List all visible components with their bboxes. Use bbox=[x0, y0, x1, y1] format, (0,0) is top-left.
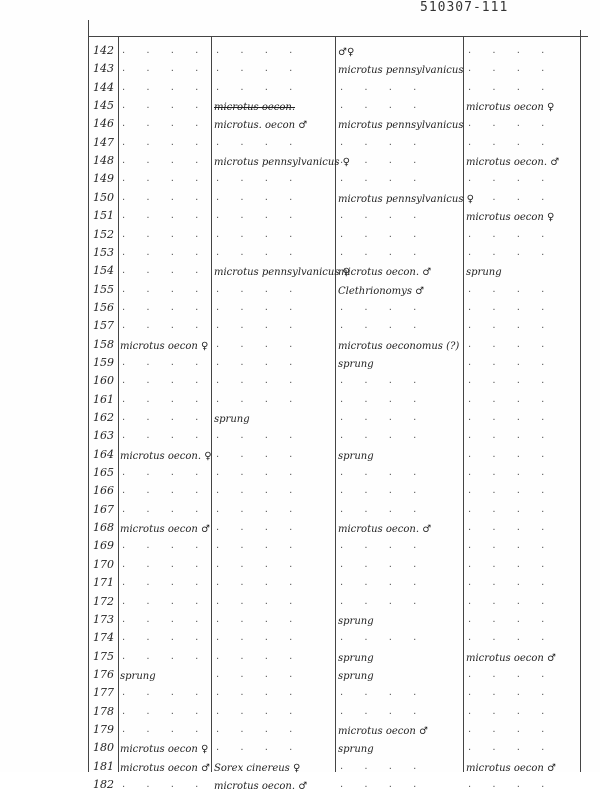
entry-cell-col1: microtus oecon ♀ bbox=[120, 744, 209, 756]
dot-leader: · · · · bbox=[122, 396, 208, 408]
dot-leader: · · · · bbox=[122, 249, 208, 261]
entry-cell-col2: microtus pennsylvanicus ♀ bbox=[214, 157, 350, 169]
dot-leader: · · · · bbox=[216, 525, 302, 537]
dot-leader: · · · · bbox=[340, 213, 426, 225]
dot-leader: · · · · bbox=[468, 304, 554, 316]
dot-leader: · · · · bbox=[122, 653, 208, 665]
row-number: 153 bbox=[93, 245, 114, 259]
row-number: 179 bbox=[93, 722, 114, 736]
row-number: 142 bbox=[93, 44, 114, 57]
dot-leader: · · · · bbox=[468, 433, 554, 445]
entry-cell-col3: sprung bbox=[338, 615, 374, 627]
entry-cell-col1: microtus oecon. ♀ bbox=[120, 450, 212, 462]
dot-leader: · · · · bbox=[216, 213, 302, 225]
row-number: 166 bbox=[93, 484, 114, 498]
dot-leader: · · · · bbox=[468, 635, 554, 647]
dot-leader: · · · · bbox=[122, 598, 208, 610]
dot-leader: · · · · bbox=[468, 378, 554, 390]
dot-leader: · · · · bbox=[468, 488, 554, 500]
dot-leader: · · · · bbox=[468, 194, 554, 206]
row-number: 169 bbox=[93, 539, 114, 553]
row-number: 146 bbox=[93, 117, 114, 131]
entry-cell-col3: microtus pennsylvanicus ♀ bbox=[338, 193, 474, 205]
document-number: 510307-111 bbox=[420, 0, 509, 15]
table-row bbox=[88, 778, 580, 799]
dot-leader: · · · · bbox=[468, 396, 554, 408]
entry-cell-col3: microtus oecon. ♂ bbox=[338, 524, 432, 536]
dot-leader: · · · · bbox=[216, 176, 302, 188]
row-number: 167 bbox=[93, 502, 114, 516]
dot-leader: · · · · bbox=[216, 708, 302, 720]
dot-leader: · · · · bbox=[340, 433, 426, 445]
dot-leader: · · · · bbox=[216, 194, 302, 206]
dot-leader: · · · · bbox=[340, 470, 426, 482]
dot-leader: · · · · bbox=[468, 415, 554, 426]
dot-leader: · · · · bbox=[216, 433, 302, 445]
row-number: 182 bbox=[93, 778, 114, 791]
dot-leader: · · · · bbox=[468, 708, 554, 720]
row-number: 168 bbox=[93, 521, 114, 535]
dot-leader: · · · · bbox=[122, 635, 208, 647]
entry-cell-col4: microtus oecon ♂ bbox=[466, 762, 556, 774]
dot-leader: · · · · bbox=[122, 782, 208, 793]
row-number: 159 bbox=[93, 355, 114, 369]
row-number: 164 bbox=[93, 447, 114, 461]
dot-leader: · · · · bbox=[122, 690, 208, 702]
dot-leader: · · · · bbox=[216, 561, 302, 573]
dot-leader: · · · · bbox=[340, 690, 426, 702]
dot-leader: · · · · bbox=[122, 304, 208, 316]
entry-cell-col3: sprung bbox=[338, 744, 374, 756]
top-rule bbox=[88, 36, 588, 37]
row-number: 160 bbox=[93, 374, 114, 388]
dot-leader: · · · · bbox=[340, 249, 426, 261]
dot-leader: · · · · bbox=[216, 726, 302, 738]
dot-leader: · · · · bbox=[216, 635, 302, 647]
row-number: 158 bbox=[93, 337, 114, 351]
dot-leader: · · · · bbox=[468, 176, 554, 188]
entry-cell-col2: microtus pennsylvanicus ♀ bbox=[214, 267, 350, 279]
dot-leader: · · · · bbox=[340, 415, 426, 426]
dot-leader: · · · · bbox=[216, 231, 302, 243]
entry-cell-col2: microtus oecon. bbox=[214, 102, 296, 114]
dot-leader: · · · · bbox=[216, 671, 302, 683]
dot-leader: · · · · bbox=[340, 103, 426, 115]
dot-leader: · · · · bbox=[468, 671, 554, 683]
dot-leader: · · · · bbox=[340, 231, 426, 243]
entry-cell-col3: sprung bbox=[338, 450, 374, 462]
entry-cell-col3: microtus oecon ♂ bbox=[338, 725, 428, 737]
entry-cell-col4: microtus oecon. ♂ bbox=[466, 157, 560, 169]
dot-leader: · · · · bbox=[122, 488, 208, 500]
row-number: 163 bbox=[93, 429, 114, 443]
dot-leader: · · · · bbox=[122, 561, 208, 573]
entry-cell-col3: microtus oecon. ♂ bbox=[338, 267, 432, 279]
entry-cell-col2: microtus oecon. ♂ bbox=[214, 781, 308, 792]
dot-leader: · · · · bbox=[216, 249, 302, 261]
dot-leader: · · · · bbox=[468, 341, 554, 353]
dot-leader: · · · · bbox=[122, 139, 208, 151]
dot-leader: · · · · bbox=[340, 708, 426, 720]
dot-leader: · · · · bbox=[468, 286, 554, 298]
dot-leader: · · · · bbox=[340, 598, 426, 610]
dot-leader: · · · · bbox=[122, 433, 208, 445]
entry-cell-col4: microtus oecon ♀ bbox=[466, 102, 555, 114]
dot-leader: · · · · bbox=[216, 396, 302, 408]
row-number: 162 bbox=[93, 411, 114, 424]
dot-leader: · · · · bbox=[122, 194, 208, 206]
dot-leader: · · · · bbox=[468, 580, 554, 592]
dot-leader: · · · · bbox=[122, 470, 208, 482]
dot-leader: · · · · bbox=[216, 359, 302, 371]
dot-leader: · · · · bbox=[468, 561, 554, 573]
dot-leader: · · · · bbox=[468, 525, 554, 537]
dot-leader: · · · · bbox=[340, 763, 426, 775]
dot-leader: · · · · bbox=[468, 782, 554, 793]
row-number: 174 bbox=[93, 631, 114, 645]
dot-leader: · · · · bbox=[340, 506, 426, 518]
row-number: 149 bbox=[93, 172, 114, 186]
dot-leader: · · · · bbox=[122, 121, 208, 133]
dot-leader: · · · · bbox=[468, 359, 554, 371]
dot-leader: · · · · bbox=[468, 323, 554, 335]
row-number: 178 bbox=[93, 704, 114, 718]
dot-leader: · · · · bbox=[468, 84, 554, 96]
dot-leader: · · · · bbox=[216, 139, 302, 151]
dot-leader: · · · · bbox=[122, 84, 208, 96]
entry-cell-col2: sprung bbox=[214, 414, 250, 425]
dot-leader: · · · · bbox=[216, 598, 302, 610]
entry-cell-col1: microtus oecon ♀ bbox=[120, 340, 209, 352]
dot-leader: · · · · bbox=[340, 158, 426, 170]
dot-leader: · · · · bbox=[216, 341, 302, 353]
dot-leader: · · · · bbox=[216, 378, 302, 390]
dot-leader: · · · · bbox=[216, 506, 302, 518]
row-number: 151 bbox=[93, 209, 114, 223]
row-number: 175 bbox=[93, 649, 114, 663]
dot-leader: · · · · bbox=[122, 158, 208, 170]
dot-leader: · · · · bbox=[122, 359, 208, 371]
dot-leader: · · · · bbox=[340, 543, 426, 555]
row-number: 177 bbox=[93, 686, 114, 700]
dot-leader: · · · · bbox=[468, 616, 554, 628]
dot-leader: · · · · bbox=[468, 249, 554, 261]
dot-leader: · · · · bbox=[122, 726, 208, 738]
entry-cell-col3: microtus pennsylvanicus bbox=[338, 65, 464, 77]
entry-cell-col3: sprung bbox=[338, 358, 374, 370]
row-number: 145 bbox=[93, 99, 114, 113]
entry-cell-col3: microtus pennsylvanicus bbox=[338, 120, 464, 132]
row-number: 155 bbox=[93, 282, 114, 296]
dot-leader: · · · · bbox=[216, 653, 302, 665]
row-number: 171 bbox=[93, 576, 114, 590]
entry-cell-col3: sprung bbox=[338, 652, 374, 664]
row-number: 152 bbox=[93, 227, 114, 241]
row-number: 144 bbox=[93, 80, 114, 94]
dot-leader: · · · · bbox=[216, 323, 302, 335]
dot-leader: · · · · bbox=[216, 616, 302, 628]
dot-leader: · · · · bbox=[468, 139, 554, 151]
row-number: 172 bbox=[93, 594, 114, 608]
entry-cell-col1: microtus oecon ♂ bbox=[120, 524, 210, 536]
entry-cell-col2: microtus. oecon ♂ bbox=[214, 120, 308, 132]
row-number: 165 bbox=[93, 466, 114, 480]
dot-leader: · · · · bbox=[340, 139, 426, 151]
entry-cell-col3: microtus oeconomus (?) bbox=[338, 340, 460, 352]
dot-leader: · · · · bbox=[122, 415, 208, 426]
dot-leader: · · · · bbox=[216, 84, 302, 96]
dot-leader: · · · · bbox=[122, 103, 208, 115]
entry-cell-col3: Clethrionomys ♂ bbox=[338, 285, 425, 297]
row-number: 154 bbox=[93, 264, 114, 278]
dot-leader: · · · · bbox=[216, 580, 302, 592]
dot-leader: · · · · bbox=[216, 286, 302, 298]
dot-leader: · · · · bbox=[468, 543, 554, 555]
dot-leader: · · · · bbox=[216, 543, 302, 555]
dot-leader: · · · · bbox=[122, 506, 208, 518]
dot-leader: · · · · bbox=[468, 66, 554, 78]
dot-leader: · · · · bbox=[340, 378, 426, 390]
dot-leader: · · · · bbox=[216, 690, 302, 702]
dot-leader: · · · · bbox=[122, 323, 208, 335]
row-number: 156 bbox=[93, 300, 114, 314]
dot-leader: · · · · bbox=[340, 323, 426, 335]
dot-leader: · · · · bbox=[468, 745, 554, 757]
entry-cell-col3: sprung bbox=[338, 670, 374, 682]
dot-leader: · · · · bbox=[468, 470, 554, 482]
entry-cell-col4: microtus oecon ♂ bbox=[466, 652, 556, 664]
dot-leader: · · · · bbox=[340, 561, 426, 573]
dot-leader: · · · · bbox=[468, 48, 554, 59]
dot-leader: · · · · bbox=[122, 286, 208, 298]
entry-cell-col1: sprung bbox=[120, 670, 156, 682]
dot-leader: · · · · bbox=[340, 176, 426, 188]
dot-leader: · · · · bbox=[468, 451, 554, 463]
dot-leader: · · · · bbox=[122, 616, 208, 628]
row-number: 173 bbox=[93, 612, 114, 626]
dot-leader: · · · · bbox=[340, 635, 426, 647]
dot-leader: · · · · bbox=[216, 304, 302, 316]
dot-leader: · · · · bbox=[122, 213, 208, 225]
entry-cell-col3: ♂♀ bbox=[338, 47, 355, 58]
entry-cell-col1: microtus oecon ♂ bbox=[120, 762, 210, 774]
row-number: 143 bbox=[93, 62, 114, 76]
dot-leader: · · · · bbox=[122, 543, 208, 555]
dot-leader: · · · · bbox=[122, 378, 208, 390]
dot-leader: · · · · bbox=[216, 48, 302, 59]
row-number: 161 bbox=[93, 392, 114, 406]
row-number: 176 bbox=[93, 667, 114, 681]
dot-leader: · · · · bbox=[468, 726, 554, 738]
dot-leader: · · · · bbox=[122, 66, 208, 78]
dot-leader: · · · · bbox=[468, 690, 554, 702]
dot-leader: · · · · bbox=[122, 268, 208, 280]
dot-leader: · · · · bbox=[122, 48, 208, 59]
dot-leader: · · · · bbox=[468, 121, 554, 133]
dot-leader: · · · · bbox=[468, 231, 554, 243]
dot-leader: · · · · bbox=[340, 304, 426, 316]
row-number: 180 bbox=[93, 741, 114, 755]
entry-cell-col4: microtus oecon ♀ bbox=[466, 212, 555, 224]
dot-leader: · · · · bbox=[216, 451, 302, 463]
dot-leader: · · · · bbox=[122, 580, 208, 592]
row-number: 150 bbox=[93, 190, 114, 204]
row-number: 157 bbox=[93, 319, 114, 333]
entry-cell-col4: sprung bbox=[466, 267, 502, 279]
entry-cell-col2: Sorex cinereus ♀ bbox=[214, 762, 301, 774]
dot-leader: · · · · bbox=[468, 506, 554, 518]
row-number: 148 bbox=[93, 154, 114, 168]
row-number: 181 bbox=[93, 759, 114, 773]
dot-leader: · · · · bbox=[340, 782, 426, 793]
dot-leader: · · · · bbox=[122, 231, 208, 243]
dot-leader: · · · · bbox=[340, 488, 426, 500]
dot-leader: · · · · bbox=[122, 708, 208, 720]
dot-leader: · · · · bbox=[216, 66, 302, 78]
dot-leader: · · · · bbox=[216, 745, 302, 757]
dot-leader: · · · · bbox=[122, 176, 208, 188]
dot-leader: · · · · bbox=[340, 396, 426, 408]
dot-leader: · · · · bbox=[340, 580, 426, 592]
dot-leader: · · · · bbox=[468, 598, 554, 610]
right-margin-line bbox=[580, 30, 581, 772]
dot-leader: · · · · bbox=[216, 488, 302, 500]
dot-leader: · · · · bbox=[216, 470, 302, 482]
dot-leader: · · · · bbox=[340, 84, 426, 96]
row-number: 170 bbox=[93, 557, 114, 571]
row-number: 147 bbox=[93, 135, 114, 149]
